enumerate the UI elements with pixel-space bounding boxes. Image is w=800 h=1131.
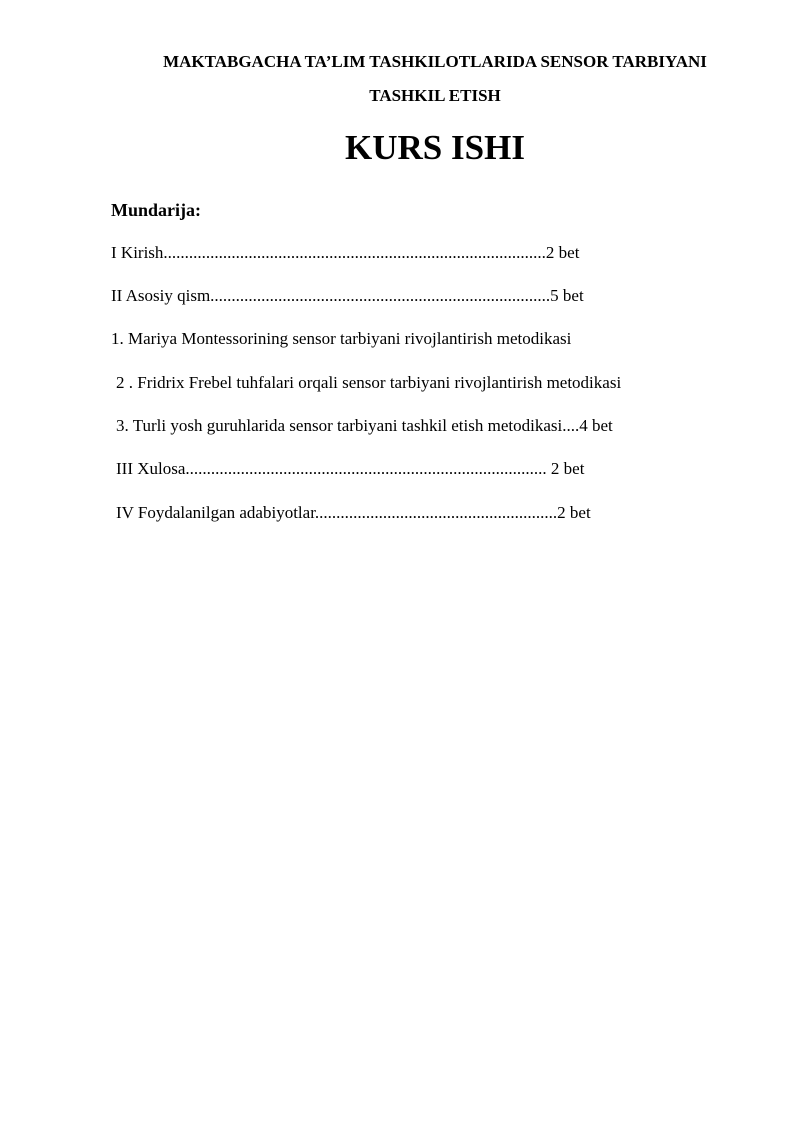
toc-item-age-groups: 3. Turli yosh guruhlarida sensor tarbiyani tashkil etish metodikasi....4 bet xyxy=(116,416,613,435)
toc-item-conclusion: III Xulosa..................................................................................... 2 bet xyxy=(116,459,585,478)
toc-heading: Mundarija: xyxy=(111,200,201,220)
toc-item-introduction: I Kirish..........................................................................................2 bet xyxy=(111,243,580,262)
document-heading-line-2: TASHKIL ETISH xyxy=(369,86,501,105)
toc-item-froebel: 2 . Fridrix Frebel tuhfalari orqali sensor tarbiyani rivojlantirish metodikasi xyxy=(116,373,622,392)
document-title: KURS ISHI xyxy=(345,128,525,167)
document-heading-line-1: MAKTABGACHA TA’LIM TASHKILOTLARIDA SENSOR TARBIYANI xyxy=(163,52,707,71)
toc-item-main-part: II Asosiy qism................................................................................5 bet xyxy=(111,286,584,305)
toc-item-references: IV Foydalanilgan adabiyotlar.........................................................2 bet xyxy=(116,503,591,522)
toc-item-montessori: 1. Mariya Montessorining sensor tarbiyani rivojlantirish metodikasi xyxy=(111,329,572,348)
